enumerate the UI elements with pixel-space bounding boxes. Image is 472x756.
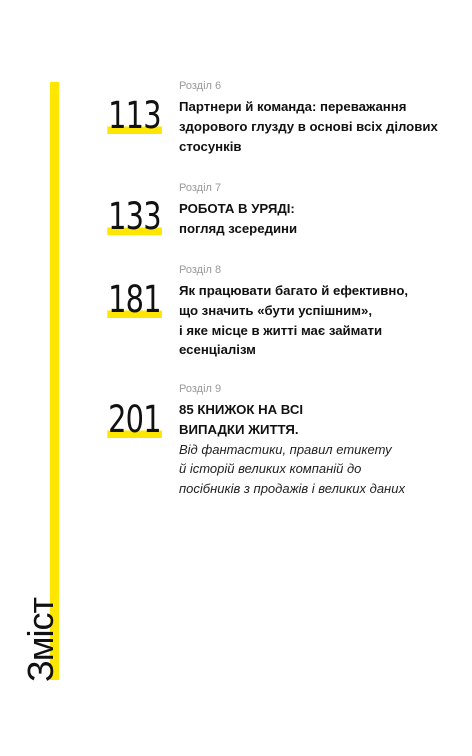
section-label: Розділ 6 — [179, 80, 222, 92]
page-number: 113 — [108, 94, 162, 137]
entry-title-line: Партнери й команда: переважання — [179, 99, 407, 114]
entry-title-line: Як працювати багато й ефективно, — [179, 283, 409, 298]
entry-title-line: і яке місце в житті має займати — [179, 322, 383, 338]
entry-text — [179, 182, 454, 239]
entry-title-line: що значить «бути успішним», — [179, 302, 373, 318]
entry-title — [179, 281, 454, 360]
page-number: 181 — [108, 278, 162, 321]
entry-title-line: РОБОТА В УРЯДІ: — [179, 201, 295, 216]
page-number: 133 — [108, 195, 162, 238]
entry-subtitle-line: Від фантастики, правил етикету — [179, 441, 392, 457]
section-label: Розділ 7 — [179, 182, 222, 194]
toc-title: Зміст — [20, 598, 61, 682]
page-number: 201 — [108, 398, 162, 441]
entry-title — [179, 199, 454, 239]
section-label: Розділ 9 — [179, 383, 222, 395]
section-label: Розділ 8 — [179, 264, 222, 276]
entry-text — [179, 383, 454, 498]
entry-text — [179, 80, 454, 156]
entry-title-line: 85 КНИЖОК НА ВСІ — [179, 402, 304, 417]
entry-title-line: стосунків — [179, 138, 242, 154]
accent-bar — [50, 82, 59, 680]
entry-title-line: погляд зсередини — [179, 220, 298, 236]
entry-title-line: есенціалізм — [179, 342, 256, 358]
entry-subtitle — [179, 440, 454, 499]
entry-subtitle-line: посібників з продажів і великих даних — [179, 480, 405, 496]
entry-title — [179, 97, 454, 156]
entry-subtitle-line: й історій великих компаній до — [179, 461, 362, 477]
entry-text — [179, 264, 454, 360]
entry-title-line: здорового глузду в основі всіх ділових — [179, 118, 438, 134]
entry-title-line: ВИПАДКИ ЖИТТЯ. — [179, 421, 299, 437]
entry-title — [179, 400, 454, 440]
